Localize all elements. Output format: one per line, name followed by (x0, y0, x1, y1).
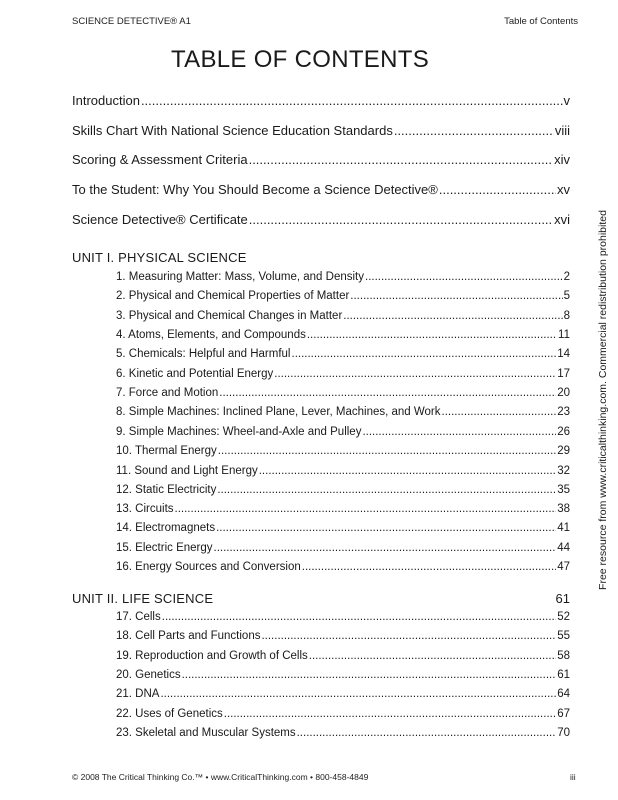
toc-lesson (116, 310, 570, 322)
toc-lesson-label: 14. Electromagnets (116, 522, 216, 534)
dot-leader (182, 669, 557, 681)
toc-lesson (116, 445, 570, 457)
toc-lesson-page: 5 (563, 290, 570, 302)
toc-lesson-label: 23. Skeletal and Muscular Systems (116, 727, 296, 739)
toc-lesson-page: 20 (557, 387, 570, 399)
toc-lesson (116, 611, 570, 623)
toc-lesson-page: 14 (557, 348, 570, 360)
toc-lesson (116, 348, 570, 360)
toc-lesson-page: 55 (557, 630, 570, 642)
toc-lesson (116, 329, 570, 341)
toc-lesson (116, 727, 570, 739)
dot-leader (307, 329, 557, 341)
toc-lesson-label: 7. Force and Motion (116, 387, 219, 399)
toc-lesson-label: 5. Chemicals: Helpful and Harmful (116, 348, 291, 360)
dot-leader (309, 650, 556, 662)
toc-lesson-label: 4. Atoms, Elements, and Compounds (116, 329, 306, 341)
redistribution-notice: Free resource from www.criticalthinking.com. Commercial redistribution prohibited (597, 210, 609, 590)
toc-entry-to-the-student (72, 182, 570, 197)
toc-lesson-page: 23 (557, 406, 570, 418)
toc-lesson (116, 669, 570, 681)
toc-lesson-label: 20. Genetics (116, 669, 181, 681)
toc-entry-label: Science Detective® Certificate (72, 212, 248, 227)
dot-leader (141, 93, 563, 108)
dot-leader (162, 611, 556, 623)
toc-lesson-label: 15. Electric Energy (116, 542, 213, 554)
toc-entry-introduction (72, 93, 570, 108)
toc-lesson-page: 17 (557, 368, 570, 380)
dot-leader (365, 271, 563, 283)
toc-lesson-page: 61 (557, 669, 570, 681)
toc-lesson-page: 32 (557, 465, 570, 477)
toc-lesson-label: 3. Physical and Chemical Changes in Matter (116, 310, 343, 322)
footer-copyright: © 2008 The Critical Thinking Co.™ • www.CriticalThinking.com • 800-458-4849 (72, 772, 369, 782)
toc-entry-scoring (72, 152, 570, 167)
toc-lesson-page: 26 (557, 426, 570, 438)
toc-lesson-label: 21. DNA (116, 688, 160, 700)
toc-lesson-page: 44 (557, 542, 570, 554)
dot-leader (274, 368, 556, 380)
toc-lesson-label: 22. Uses of Genetics (116, 708, 223, 720)
toc-lesson (116, 271, 570, 283)
dot-leader (343, 310, 562, 322)
toc-entry-page: v (563, 93, 570, 108)
toc-lesson (116, 368, 570, 380)
toc-entry-skills-chart (72, 123, 570, 138)
toc-lesson-page: 41 (557, 522, 570, 534)
toc-lesson (116, 688, 570, 700)
dot-leader (219, 387, 556, 399)
running-header-title: SCIENCE DETECTIVE® A1 (72, 16, 191, 27)
toc-lesson-page: 67 (557, 708, 570, 720)
toc-lesson-label: 13. Circuits (116, 503, 174, 515)
toc-lesson (116, 465, 570, 477)
toc-lesson-page: 29 (557, 445, 570, 457)
toc-lesson (116, 290, 570, 302)
dot-leader (297, 727, 557, 739)
toc-lesson-page: 11 (558, 329, 570, 341)
dot-leader (214, 542, 557, 554)
toc-lesson-label: 1. Measuring Matter: Mass, Volume, and Density (116, 271, 364, 283)
dot-leader (362, 426, 556, 438)
toc-lesson-page: 8 (563, 310, 570, 322)
dot-leader (302, 561, 556, 573)
dot-leader (218, 445, 556, 457)
toc-lesson (116, 387, 570, 399)
dot-leader (259, 465, 556, 477)
toc-lesson-label: 8. Simple Machines: Inclined Plane, Lever, Machines, and Work (116, 406, 441, 418)
toc-lesson-label: 10. Thermal Energy (116, 445, 217, 457)
dot-leader (224, 708, 556, 720)
toc-lesson (116, 650, 570, 662)
toc-lesson-page: 35 (557, 484, 570, 496)
dot-leader (442, 406, 557, 418)
footer-page-number: iii (570, 772, 576, 782)
toc-entry-label: Introduction (72, 93, 140, 108)
toc-lesson (116, 484, 570, 496)
unit-heading-physical-science: UNIT I. PHYSICAL SCIENCE (72, 250, 247, 265)
toc-lesson-page: 38 (557, 503, 570, 515)
toc-lesson-label: 16. Energy Sources and Conversion (116, 561, 301, 573)
toc-lesson-page: 58 (557, 650, 570, 662)
toc-lesson (116, 503, 570, 515)
toc-lesson-label: 2. Physical and Chemical Properties of Matter (116, 290, 350, 302)
toc-lesson (116, 406, 570, 418)
toc-lesson-label: 12. Static Electricity (116, 484, 217, 496)
toc-lesson (116, 426, 570, 438)
toc-lesson-label: 9. Simple Machines: Wheel-and-Axle and Pulley (116, 426, 362, 438)
dot-leader (261, 630, 556, 642)
dot-leader (394, 123, 554, 138)
dot-leader (216, 522, 556, 534)
toc-lesson (116, 542, 570, 554)
toc-entry-label: To the Student: Why You Should Become a Science Detective® (72, 182, 438, 197)
running-header-section: Table of Contents (504, 16, 578, 27)
dot-leader (217, 484, 556, 496)
toc-entry-label: Skills Chart With National Science Education Standards (72, 123, 393, 138)
toc-entry-certificate (72, 212, 570, 227)
toc-lesson-label: 18. Cell Parts and Functions (116, 630, 261, 642)
dot-leader (249, 212, 553, 227)
dot-leader (350, 290, 562, 302)
toc-lesson-label: 19. Reproduction and Growth of Cells (116, 650, 308, 662)
dot-leader (249, 152, 554, 167)
unit-heading-life-science: UNIT II. LIFE SCIENCE (72, 591, 214, 606)
toc-lesson-label: 11. Sound and Light Energy (116, 465, 258, 477)
toc-lesson-page: 2 (563, 271, 570, 283)
toc-lesson-page: 64 (557, 688, 570, 700)
toc-entry-label: Scoring & Assessment Criteria (72, 152, 248, 167)
toc-lesson (116, 708, 570, 720)
dot-leader (175, 503, 557, 515)
dot-leader (439, 182, 556, 197)
unit-heading-page: 61 (555, 591, 570, 606)
toc-lesson-label: 17. Cells (116, 611, 161, 623)
toc-lesson (116, 561, 570, 573)
toc-entry-page: xiv (554, 152, 570, 167)
toc-entry-page: xvi (554, 212, 570, 227)
dot-leader (160, 688, 556, 700)
toc-lesson (116, 522, 570, 534)
toc-entry-page: viii (554, 123, 570, 138)
toc-lesson-label: 6. Kinetic and Potential Energy (116, 368, 274, 380)
toc-lesson-page: 47 (557, 561, 570, 573)
toc-lesson-page: 70 (557, 727, 570, 739)
toc-lesson (116, 630, 570, 642)
dot-leader (292, 348, 557, 360)
page-title: TABLE OF CONTENTS (170, 46, 429, 73)
toc-entry-page: xv (557, 182, 570, 197)
toc-lesson-page: 52 (557, 611, 570, 623)
